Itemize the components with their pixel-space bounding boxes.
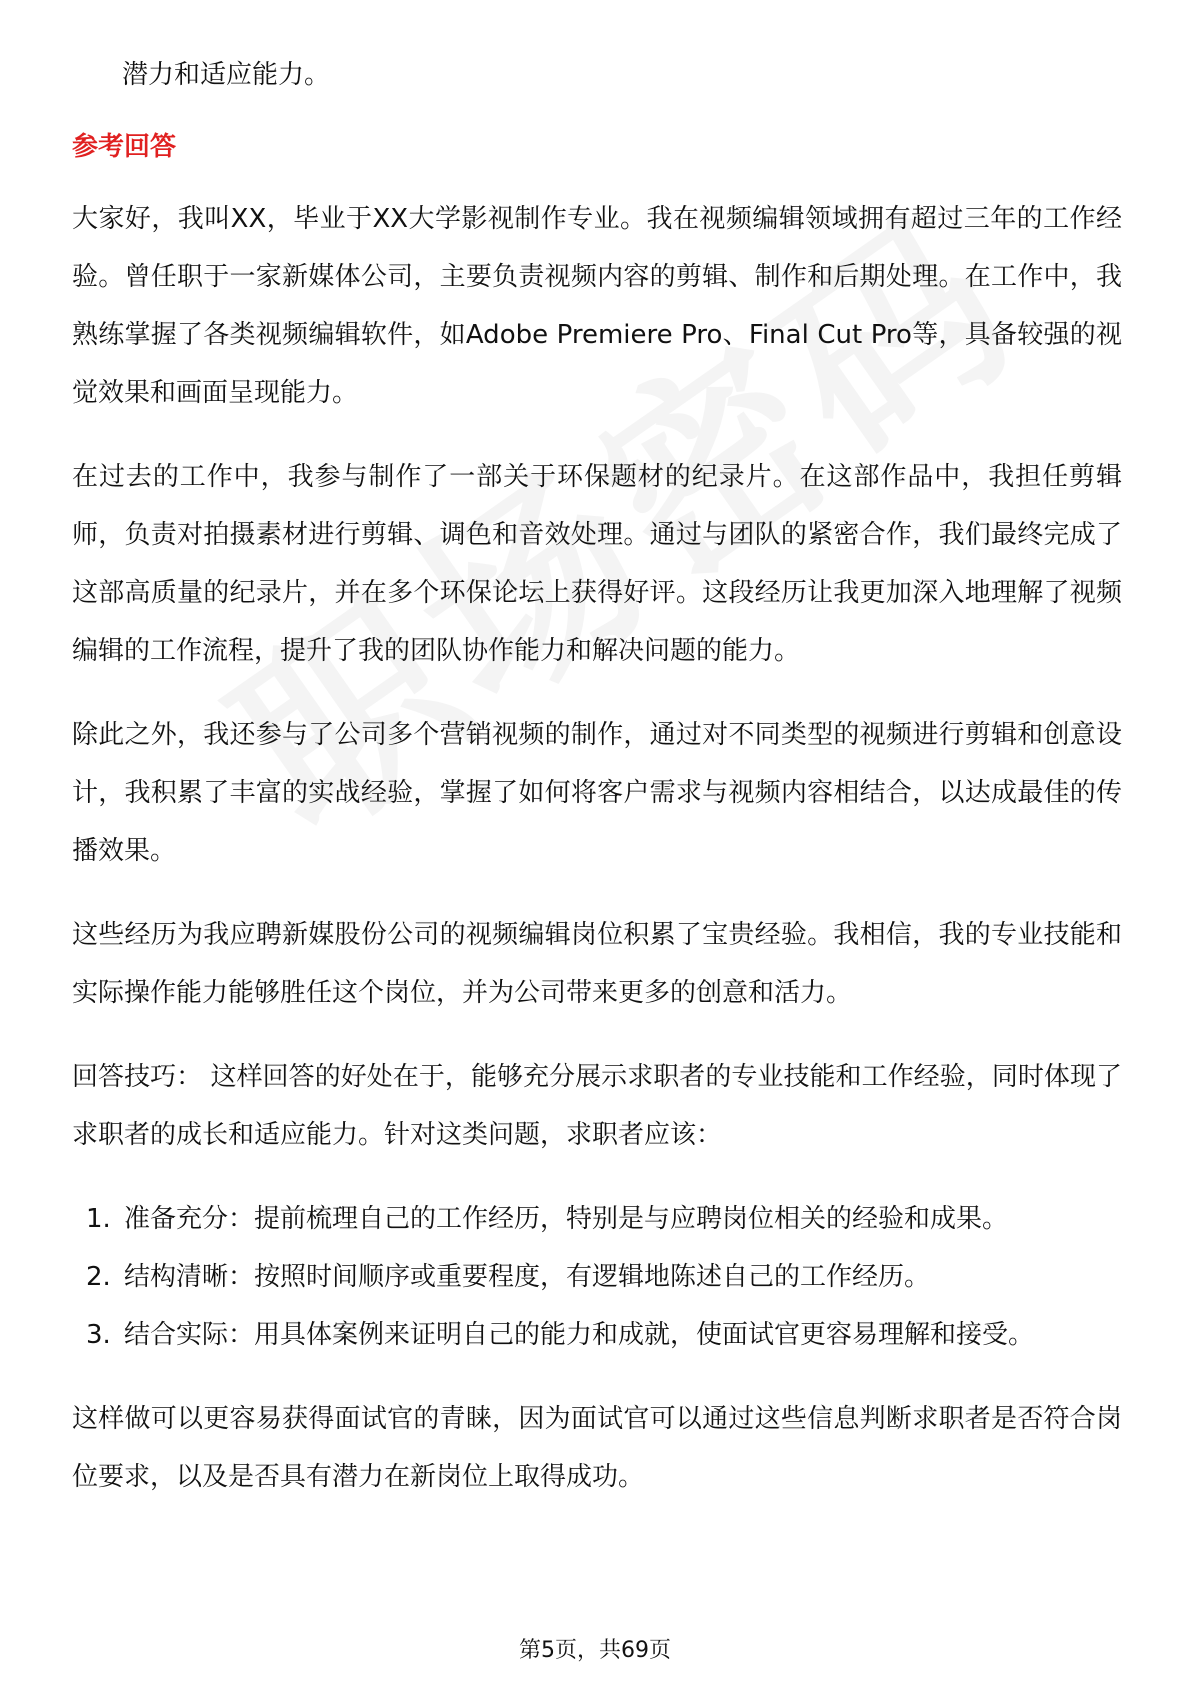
list-number: 1.	[86, 1204, 111, 1234]
page-content	[72, 46, 1122, 1532]
answer-paragraph-4: 这些经历为我应聘新媒股份公司的视频编辑岗位积累了宝贵经验。我相信，我的专业技能和实际操作能力能够胜任这个岗位，并为公司带来更多的创意和活力。	[72, 920, 1122, 1008]
list-text: 结合实际：用具体案例来证明自己的能力和成就，使面试官更容易理解和接受。	[124, 1320, 1035, 1350]
tips-intro: 回答技巧： 这样回答的好处在于，能够充分展示求职者的专业技能和工作经验，同时体现了求职者的成长和适应能力。针对这类问题，求职者应该：	[72, 1062, 1122, 1150]
page-number-footer: 第5页，共69页	[519, 1638, 671, 1663]
answer-paragraph-2: 在过去的工作中，我参与制作了一部关于环保题材的纪录片。在这部作品中，我担任剪辑师，负责对拍摄素材进行剪辑、调色和音效处理。通过与团队的紧密合作，我们最终完成了这部高质量的纪录片，并在多个环保论坛上获得好评。这段经历让我更加深入地理解了视频编辑的工作流程，提升了我的团队协作能力和解决问题的能力。	[72, 462, 1122, 666]
list-text: 结构清晰：按照时间顺序或重要程度，有逻辑地陈述自己的工作经历。	[124, 1262, 931, 1292]
list-item	[72, 1190, 1122, 1248]
list-number: 2.	[86, 1262, 111, 1292]
answer-paragraph-1: 大家好，我叫XX，毕业于XX大学影视制作专业。我在视频编辑领域拥有超过三年的工作经验。曾任职于一家新媒体公司，主要负责视频内容的剪辑、制作和后期处理。在工作中，我熟练掌握了各类视频编辑软件，如Adobe Premiere Pro、Final Cut Pro等，具备较强的视觉效果和画面呈现能力。	[72, 204, 1122, 408]
list-item	[72, 1306, 1122, 1364]
tips-list	[72, 1190, 1122, 1364]
answer-paragraph-3: 除此之外，我还参与了公司多个营销视频的制作，通过对不同类型的视频进行剪辑和创意设计，我积累了丰富的实战经验，掌握了如何将客户需求与视频内容相结合，以达成最佳的传播效果。	[72, 720, 1122, 866]
list-text: 准备充分：提前梳理自己的工作经历，特别是与应聘岗位相关的经验和成果。	[124, 1204, 1009, 1234]
continuation-line: 潜力和适应能力。	[122, 60, 331, 90]
list-number: 3.	[86, 1320, 111, 1350]
list-item	[72, 1248, 1122, 1306]
conclusion-paragraph: 这样做可以更容易获得面试官的青睐，因为面试官可以通过这些信息判断求职者是否符合岗位要求，以及是否具有潜力在新岗位上取得成功。	[72, 1404, 1122, 1492]
section-heading: 参考回答	[72, 132, 177, 162]
